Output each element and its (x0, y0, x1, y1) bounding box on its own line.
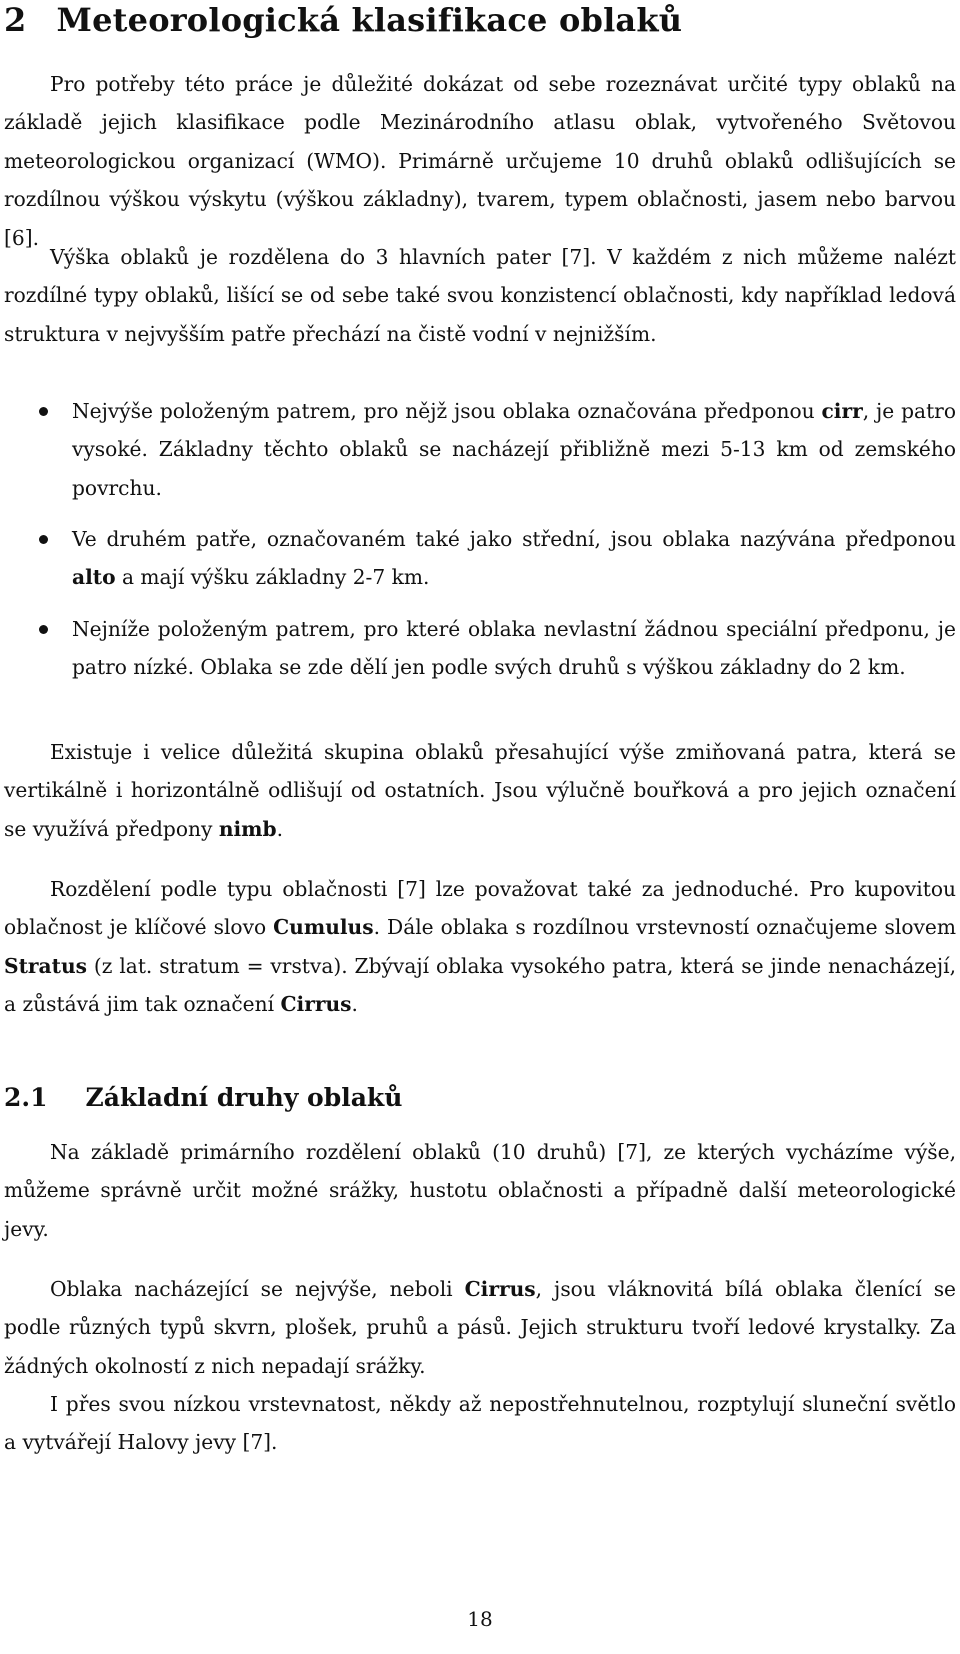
division-text: (z lat. stratum = vrstva). Zbývají oblaka vysokého patra, která se jinde nenacházejí, a zůstává jim tak označení (4, 953, 956, 1017)
page-number: 18 (467, 1607, 493, 1631)
subsection-title: Základní druhy oblaků (85, 1083, 403, 1112)
subsection-number: 2.1 (4, 1083, 48, 1112)
list-item-text: Nejvýše položeným patrem, pro nějž jsou oblaka označována předponou (72, 399, 822, 423)
section-title: Meteorologická klasifikace oblaků (56, 1, 683, 39)
prefix-alto: alto (72, 565, 116, 590)
halo-text: I přes svou nízkou vrstevnatost, někdy až nepostřehnutelnou, rozptylují sluneční světlo a vytvářejí Halovy jevy [7]. (4, 1392, 956, 1455)
punctuation: . (276, 816, 284, 841)
list-item-text: , je patro vysoké. Základny těchto oblaků se nacházejí přibližně mezi 5-13 km od zemského povrchu. (72, 399, 956, 500)
type-division-paragraph (4, 870, 956, 1024)
bullet-icon (39, 407, 48, 416)
cirrus-paragraph (4, 1270, 956, 1385)
term-cirrus-bold: Cirrus (464, 1277, 536, 1301)
term-stratus: Stratus (4, 953, 87, 978)
layers-paragraph (4, 238, 956, 353)
nimb-text: Existuje i velice důležitá skupina oblaků přesahující výše zmiňovaná patra, která se vertikálně i horizontálně odlišují od ostatních. Jsou výlučně bouřková a pro jejich označení se využívá předpony (4, 740, 956, 841)
basic-types-text: Na základě primárního rozdělení oblaků (10 druhů) [7], ze kterých vycházíme výše, můžeme správně určit možné srážky, hustotu oblačnosti a případně další meteorologické jevy. (4, 1140, 956, 1241)
intro-text: Pro potřeby této práce je důležité dokázat od sebe rozeznávat určité typy oblaků na základě jejich klasifikace podle Mezinárodního atlasu oblak, vytvořeného Světovou meteorologickou organizací (WMO). Primárně určujeme 10 druhů oblaků odlišujících se rozdílnou výškou výskytu (výškou základny), tvarem, typem oblačnosti, jasem nebo barvou [6]. (4, 72, 956, 250)
bullet-icon (39, 535, 48, 544)
list-item-text: Ve druhém patře, označovaném také jako střední, jsou oblaka nazývána předponou (72, 527, 956, 551)
division-text: . Dále oblaka s rozdílnou vrstevností označujeme slovem (373, 915, 956, 940)
list-item-text: Nejníže položeným patrem, pro které oblaka nevlastní žádnou speciální předponu, je patro nízké. Oblaka se zde dělí jen podle svých druhů s výškou základny do 2 km. (72, 617, 956, 680)
nimb-paragraph (4, 733, 956, 848)
list-item (72, 392, 956, 507)
list-item (72, 610, 956, 687)
layers-text: Výška oblaků je rozdělena do 3 hlavních pater [7]. V každém z nich můžeme nalézt rozdílné typy oblaků, lišící se od sebe také svou konzistencí oblačnosti, kdy například ledová struktura v nejvyšším patře přechází na čistě vodní v nejnižším. (4, 245, 956, 346)
term-cumulus: Cumulus (273, 915, 374, 940)
section-number: 2 (4, 1, 27, 39)
section-heading (4, 0, 682, 40)
bullet-icon (39, 625, 48, 634)
term-cirrus: Cirrus (280, 992, 352, 1017)
basic-types-paragraph (4, 1133, 956, 1248)
cirrus-text: Oblaka nacházející se nejvýše, neboli (50, 1277, 465, 1301)
list-item (72, 520, 956, 597)
punctuation: . (351, 992, 358, 1017)
division-text: Rozdělení podle typu oblačnosti [7] lze považovat také za jednoduché. Pro kupovitou oblačnost je klíčové slovo (4, 877, 956, 940)
halo-paragraph (4, 1385, 956, 1462)
prefix-nimb: nimb (218, 816, 277, 841)
list-item-text: a mají výšku základny 2-7 km. (115, 565, 430, 590)
intro-paragraph (4, 65, 956, 257)
subsection-heading (4, 1082, 402, 1114)
cirrus-text: , jsou vláknovitá bílá oblaka členící se podle různých typů skvrn, plošek, pruhů a pásů. Jejich strukturu tvoří ledové krystalky. Za žádných okolností z nich nepadají srážky. (4, 1277, 956, 1378)
prefix-cirr: cirr (821, 399, 863, 423)
